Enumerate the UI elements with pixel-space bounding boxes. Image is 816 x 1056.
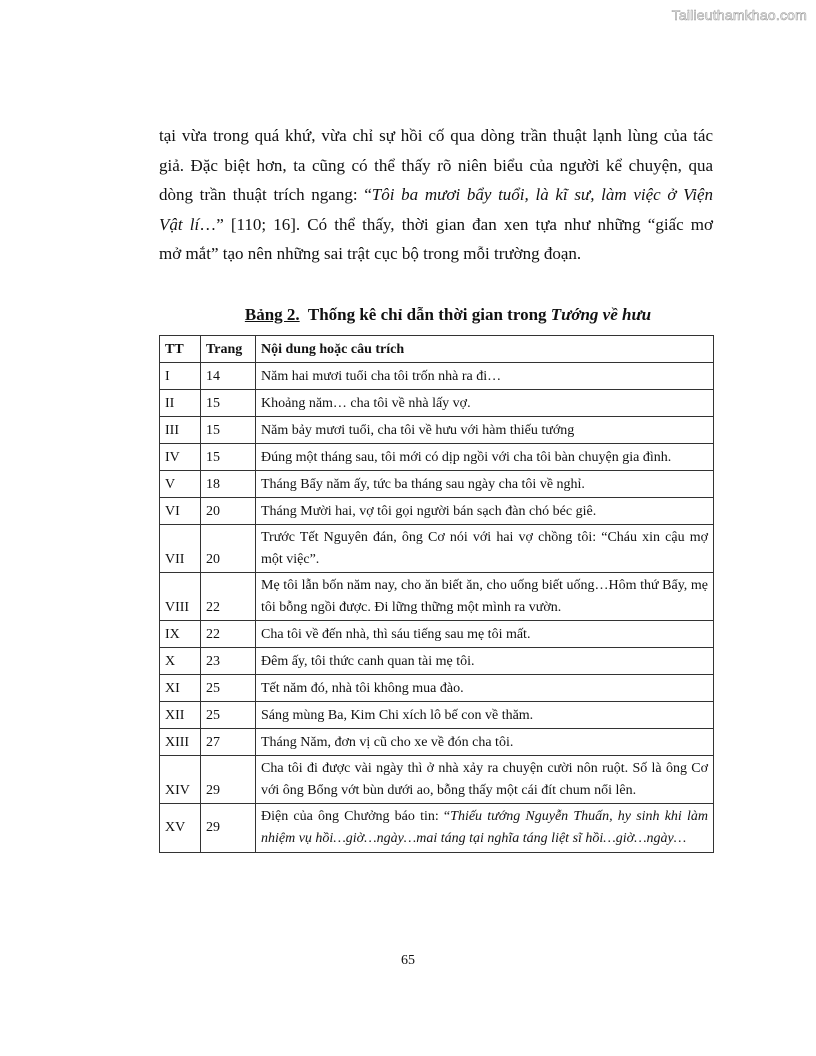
row-tt: XV (160, 804, 201, 853)
row-page: 23 (201, 648, 256, 675)
row-page: 22 (201, 573, 256, 621)
row-tt: VI (160, 498, 201, 525)
intro-line-3-text: dòng trần thuật trích ngang: “ (159, 185, 372, 204)
table-row (160, 621, 714, 648)
row-tt: IX (160, 621, 201, 648)
caption-title: Tướng về hưu (550, 305, 652, 324)
header-tt: TT (160, 336, 201, 363)
row-content: Năm hai mươi tuổi cha tôi trốn nhà ra đi… (256, 363, 714, 390)
table-row (160, 756, 714, 804)
row-page: 25 (201, 702, 256, 729)
row-content: Đêm ấy, tôi thức canh quan tài mẹ tôi. (256, 648, 714, 675)
row-tt: I (160, 363, 201, 390)
table-row (160, 444, 714, 471)
row-content: Tháng Bẩy năm ấy, tức ba tháng sau ngày cha tôi về nghỉ. (256, 471, 714, 498)
row-tt: XIV (160, 756, 201, 804)
table-row (160, 675, 714, 702)
header-page: Trang (201, 336, 256, 363)
caption-text: Thống kê chỉ dẫn thời gian trong (307, 305, 547, 324)
row-content: Năm bảy mươi tuổi, cha tôi về hưu với hàm thiếu tướng (256, 417, 714, 444)
row-page: 29 (201, 756, 256, 804)
intro-line-4 (159, 210, 713, 240)
intro-line-5: mở mắt” tạo nên những sai trật cục bộ trong mỗi trường đoạn. (159, 244, 582, 263)
intro-line-3 (159, 180, 713, 210)
row-tt: III (160, 417, 201, 444)
row-tt: XIII (160, 729, 201, 756)
table-row (160, 417, 714, 444)
row-content: Tết năm đó, nhà tôi không mua đào. (256, 675, 714, 702)
row-content-text: Điện của ông Chưởng báo tin: “ (261, 809, 451, 824)
row-page: 25 (201, 675, 256, 702)
table-row (160, 498, 714, 525)
watermark: Tailieuthamkhao.com (671, 7, 807, 23)
table-caption (159, 305, 713, 325)
row-tt: V (160, 471, 201, 498)
row-content: Sáng mùng Ba, Kim Chi xích lô bế con về thăm. (256, 702, 714, 729)
row-page: 20 (201, 525, 256, 573)
row-tt: XI (160, 675, 201, 702)
table-row (160, 390, 714, 417)
table-header-row (160, 336, 714, 363)
intro-quote-part-1: Tôi ba mươi bẩy tuổi, là kĩ sư, làm việc ở Viện (371, 185, 714, 204)
page-number: 65 (401, 953, 415, 968)
row-content: Đúng một tháng sau, tôi mới có dịp ngồi với cha tôi bàn chuyện gia đình. (256, 444, 714, 471)
intro-quote-part-2: Vật lí (159, 214, 200, 234)
row-content (256, 804, 714, 853)
row-content: Cha tôi về đến nhà, thì sáu tiếng sau mẹ tôi mất. (256, 621, 714, 648)
row-content: Tháng Năm, đơn vị cũ cho xe về đón cha tôi. (256, 729, 714, 756)
row-content: Mẹ tôi lẫn bốn năm nay, cho ăn biết ăn, cho uống biết uống…Hôm thứ Bẩy, mẹ tôi bỗng ngồi được. Đi lững thững một mình ra vườn. (256, 573, 714, 621)
row-page: 15 (201, 417, 256, 444)
row-content: Cha tôi đi được vài ngày thì ở nhà xảy ra chuyện cười nôn ruột. Số là ông Cơ với ông Bổng vớt bùn dưới ao, bỗng thấy một cái đít chum nổi lên. (256, 756, 714, 804)
table-row (160, 525, 714, 573)
row-page: 22 (201, 621, 256, 648)
row-content: Trước Tết Nguyên đán, ông Cơ nói với hai vợ chồng tôi: “Cháu xin cậu mợ một việc”. (256, 525, 714, 573)
intro-line-1: tại vừa trong quá khứ, vừa chỉ sự hồi cố qua dòng trần thuật lạnh lùng của tác (159, 126, 713, 145)
row-tt: VIII (160, 573, 201, 621)
row-page: 15 (201, 390, 256, 417)
row-page: 27 (201, 729, 256, 756)
row-content-quote: Thiếu tướng Nguyễn Thuấn, hy sinh khi làm nhiệm vụ hồi…giờ…ngày…mai táng tại nghĩa táng liệt sĩ hồi…giờ…ngày… (261, 809, 709, 846)
row-page: 14 (201, 363, 256, 390)
row-tt: II (160, 390, 201, 417)
row-page: 20 (201, 498, 256, 525)
row-page: 15 (201, 444, 256, 471)
caption-label: Bảng 2. (244, 305, 300, 324)
row-tt: XII (160, 702, 201, 729)
row-page: 29 (201, 804, 256, 853)
row-page: 18 (201, 471, 256, 498)
row-content: Tháng Mười hai, vợ tôi gọi người bán sạch đàn chó béc giê. (256, 498, 714, 525)
table-row (160, 702, 714, 729)
table-row (160, 363, 714, 390)
intro-line-2: giả. Đặc biệt hơn, ta cũng có thể thấy rõ niên biểu của người kể chuyện, qua (159, 155, 713, 175)
table-row (160, 648, 714, 675)
header-content: Nội dung hoặc câu trích (256, 336, 714, 363)
row-content: Khoảng năm… cha tôi về nhà lấy vợ. (256, 390, 714, 417)
time-index-table (159, 335, 714, 853)
table-row (160, 729, 714, 756)
table-row (160, 471, 714, 498)
intro-paragraph (159, 121, 713, 269)
row-tt: IV (160, 444, 201, 471)
table-row (160, 573, 714, 621)
table-row (160, 804, 714, 853)
row-tt: X (160, 648, 201, 675)
row-tt: VII (160, 525, 201, 573)
intro-line-4-text: …” [110; 16]. Có thể thấy, thời gian đan xen tựa như những “giấc mơ (199, 214, 713, 234)
